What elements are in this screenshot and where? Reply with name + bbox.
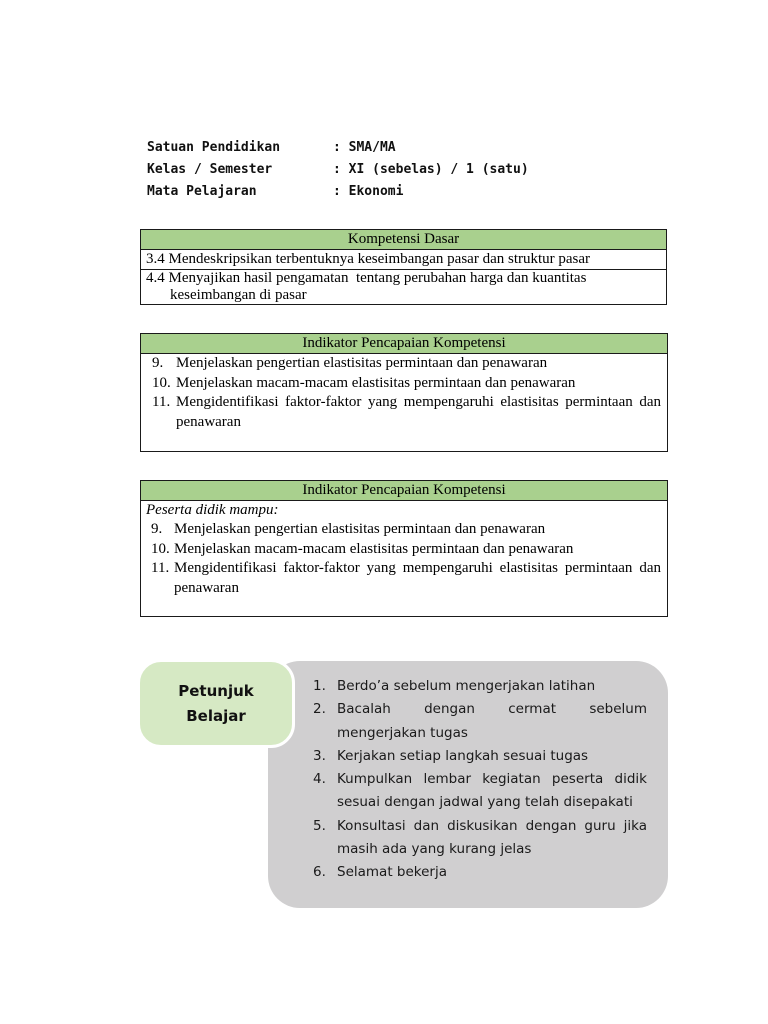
kompetensi-dasar-table bbox=[140, 229, 667, 305]
indikator-item bbox=[151, 520, 661, 540]
petunjuk-item-text: Kerjakan setiap langkah sesuai tugas bbox=[337, 747, 589, 764]
petunjuk-item bbox=[313, 675, 647, 698]
petunjuk-title-line: Belajar bbox=[186, 706, 246, 725]
indikator-header: Indikator Pencapaian Kompetensi bbox=[141, 334, 667, 354]
identity-value: : SMA/MA bbox=[333, 140, 396, 155]
indikator-item bbox=[152, 354, 661, 374]
indikator-table-1 bbox=[140, 333, 668, 452]
identity-label: Mata Pelajaran bbox=[147, 184, 257, 199]
petunjuk-item-text: Selamat bekerja bbox=[337, 864, 447, 881]
indikator-item-text: Mengidentifikasi faktor-faktor yang mempengaruhi elastisitas permintaan dan penawaran bbox=[176, 394, 661, 430]
indikator-item-text: Menjelaskan macam-macam elastisitas permintaan dan penawaran bbox=[174, 540, 574, 557]
identity-value: : Ekonomi bbox=[333, 184, 404, 199]
indikator-item bbox=[151, 559, 661, 598]
identity-label: Satuan Pendidikan bbox=[147, 140, 281, 155]
petunjuk-item-text: Kumpulkan lembar kegiatan peserta didik sesuai dengan jadwal yang telah disepakati bbox=[337, 771, 647, 811]
petunjuk-item bbox=[313, 768, 647, 815]
indikator-list bbox=[141, 354, 667, 432]
petunjuk-item-number: 3. bbox=[313, 747, 326, 764]
indikator-item-text: Menjelaskan pengertian elastisitas permintaan dan penawaran bbox=[174, 521, 546, 537]
indikator-item-number: 10. bbox=[152, 374, 171, 391]
indikator-item bbox=[152, 393, 661, 432]
indikator-item-number: 10. bbox=[151, 540, 170, 557]
petunjuk-item-number: 2. bbox=[313, 701, 326, 718]
petunjuk-item-number: 4. bbox=[313, 771, 326, 788]
indikator-item-number: 9. bbox=[152, 355, 164, 371]
petunjuk-item-text: Berdo’a sebelum mengerjakan latihan bbox=[337, 678, 596, 694]
petunjuk-item-number: 1. bbox=[313, 678, 326, 694]
petunjuk-item-text: Konsultasi dan diskusikan dengan guru jika masih ada yang kurang jelas bbox=[337, 817, 647, 858]
kompetensi-dasar-row: 4.4 Menyajikan hasil pengamatan tentang perubahan harga dan kuantitas keseimbangan di pasar bbox=[146, 270, 591, 303]
indikator-item-number: 11. bbox=[152, 394, 171, 410]
identity-row bbox=[147, 181, 529, 203]
indikator-item-number: 9. bbox=[151, 521, 163, 537]
identity-row bbox=[147, 159, 529, 181]
petunjuk-item bbox=[313, 815, 647, 862]
kompetensi-dasar-header: Kompetensi Dasar bbox=[141, 230, 666, 250]
indikator-header: Indikator Pencapaian Kompetensi bbox=[141, 481, 667, 501]
petunjuk-item bbox=[313, 745, 647, 768]
petunjuk-list-box bbox=[268, 661, 668, 908]
petunjuk-item-text: Bacalah dengan cermat sebelum mengerjakan tugas bbox=[337, 701, 647, 741]
identity-row bbox=[147, 137, 529, 159]
indikator-item bbox=[152, 374, 661, 394]
petunjuk-title-line: Petunjuk bbox=[178, 681, 254, 700]
indikator-item-text: Menjelaskan macam-macam elastisitas permintaan dan penawaran bbox=[176, 374, 576, 391]
identity-label: Kelas / Semester bbox=[147, 162, 273, 177]
indikator-item-number: 11. bbox=[151, 560, 170, 576]
petunjuk-item-number: 5. bbox=[313, 817, 326, 834]
indikator-item-text: Menjelaskan pengertian elastisitas permintaan dan penawaran bbox=[176, 355, 548, 371]
indikator-item bbox=[151, 540, 661, 560]
petunjuk-belajar-label bbox=[137, 659, 295, 748]
identity-block bbox=[147, 137, 529, 203]
kompetensi-dasar-row: 3.4 Mendeskripsikan terbentuknya keseimbangan pasar dan struktur pasar bbox=[141, 250, 666, 270]
indikator-list bbox=[141, 520, 667, 598]
petunjuk-item bbox=[313, 861, 647, 884]
petunjuk-item-number: 6. bbox=[313, 864, 326, 881]
identity-value: : XI (sebelas) / 1 (satu) bbox=[333, 162, 529, 177]
petunjuk-item bbox=[313, 698, 647, 745]
indikator-table-2 bbox=[140, 480, 668, 617]
indikator-intro: Peserta didik mampu: bbox=[146, 502, 279, 518]
indikator-item-text: Mengidentifikasi faktor-faktor yang mempengaruhi elastisitas permintaan dan penawaran bbox=[174, 560, 661, 596]
